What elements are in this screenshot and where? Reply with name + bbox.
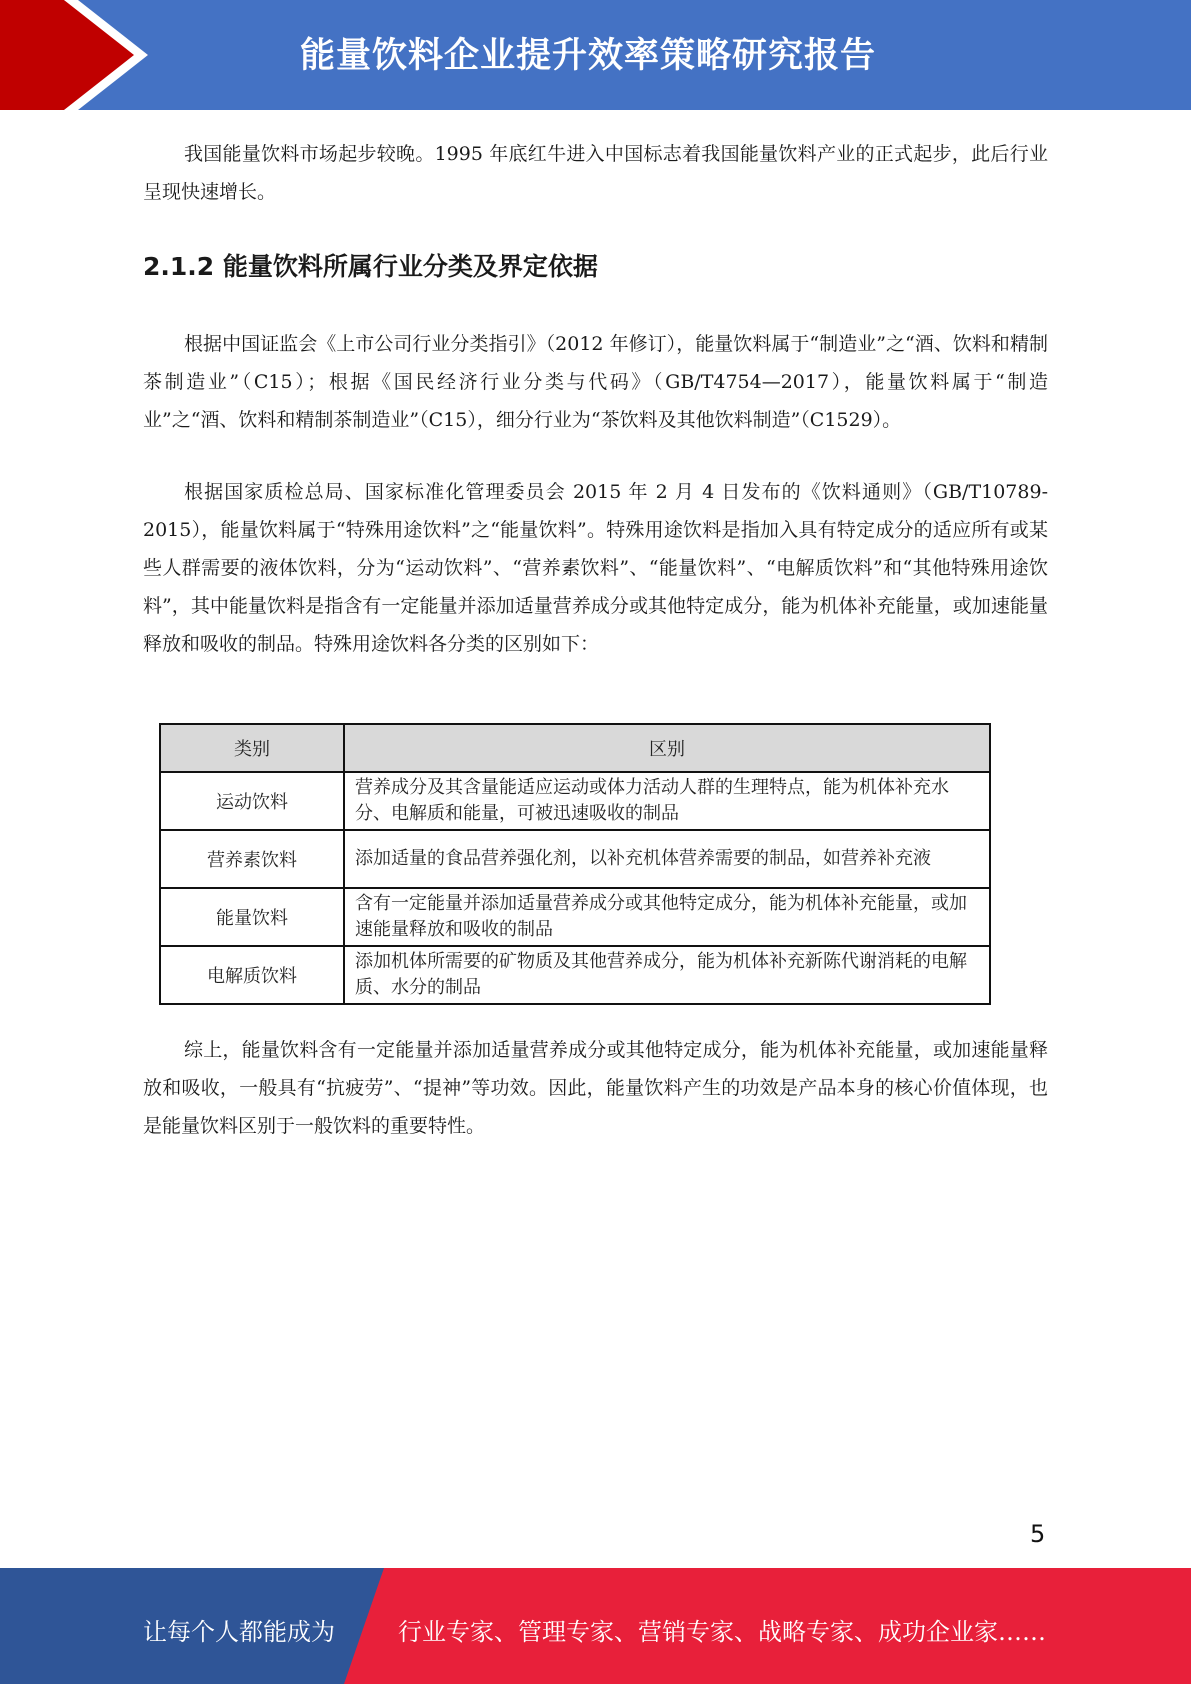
table-row	[160, 946, 990, 1004]
conclusion-paragraph: 综上，能量饮料含有一定能量并添加适量营养成分或其他特定成分，能为机体补充能量，或加速能量释放和吸收，一般具有“抗疲劳”、“提神”等功效。因此，能量饮料产生的功效是产品本身的核心价值体现，也是能量饮料区别于一般饮料的重要特性。	[143, 1039, 1048, 1137]
standard-paragraph: 根据国家质检总局、国家标准化管理委员会 2015 年 2 月 4 日发布的《饮料通则》（GB/T10789-2015），能量饮料属于“特殊用途饮料”之“能量饮料”。特殊用途饮料是指加入具有特定成分的适应所有或某些人群需要的液体饮料，分为“运动饮料”、“营养素饮料”、“能量饮料”、“电解质饮料”和“其他特殊用途饮料”，其中能量饮料是指含有一定能量并添加适量营养成分或其他特定成分，能为机体补充能量，或加速能量释放和吸收的制品。特殊用途饮料各分类的区别如下：	[143, 481, 1048, 655]
page-content	[143, 135, 1048, 1145]
table-cell-description: 添加适量的食品营养强化剂，以补充机体营养需要的制品，如营养补充液	[344, 830, 990, 888]
footer-slogan-left: 让每个人都能成为	[143, 1618, 335, 1646]
page-number: 5	[1030, 1520, 1046, 1548]
page-footer	[0, 1568, 1191, 1684]
table-cell-category: 营养素饮料	[160, 830, 344, 888]
footer-slogan-right: 行业专家、管理专家、营销专家、战略专家、成功企业家……	[398, 1618, 1046, 1646]
report-title: 能量饮料企业提升效率策略研究报告	[300, 36, 877, 76]
beverage-classification-table	[159, 723, 991, 1005]
table-header-difference: 区别	[344, 724, 990, 772]
table-cell-category: 能量饮料	[160, 888, 344, 946]
beverage-table-container	[159, 723, 991, 1005]
table-cell-description: 添加机体所需要的矿物质及其他营养成分，能为机体补充新陈代谢消耗的电解质、水分的制品	[344, 946, 990, 1004]
table-header-category: 类别	[160, 724, 344, 772]
table-cell-description: 营养成分及其含量能适应运动或体力活动人群的生理特点，能为机体补充水分、电解质和能量，可被迅速吸收的制品	[344, 772, 990, 830]
classification-paragraph: 根据中国证监会《上市公司行业分类指引》（2012 年修订），能量饮料属于“制造业”之“酒、饮料和精制茶制造业”（C15）；根据《国民经济行业分类与代码》（GB/T4754—2017），能量饮料属于“制造业”之“酒、饮料和精制茶制造业”（C15），细分行业为“茶饮料及其他饮料制造”（C1529）。	[143, 333, 1048, 431]
table-cell-category: 电解质饮料	[160, 946, 344, 1004]
table-row	[160, 830, 990, 888]
section-heading: 2.1.2 能量饮料所属行业分类及界定依据	[143, 252, 598, 281]
page-header	[0, 0, 1191, 110]
intro-paragraph: 我国能量饮料市场起步较晚。1995 年底红牛进入中国标志着我国能量饮料产业的正式起步，此后行业呈现快速增长。	[143, 143, 1048, 203]
table-row	[160, 772, 990, 830]
table-header-row	[160, 724, 990, 772]
table-cell-description: 含有一定能量并添加适量营养成分或其他特定成分，能为机体补充能量，或加速能量释放和吸收的制品	[344, 888, 990, 946]
red-chevron-decoration	[0, 0, 160, 110]
table-row	[160, 888, 990, 946]
table-cell-category: 运动饮料	[160, 772, 344, 830]
